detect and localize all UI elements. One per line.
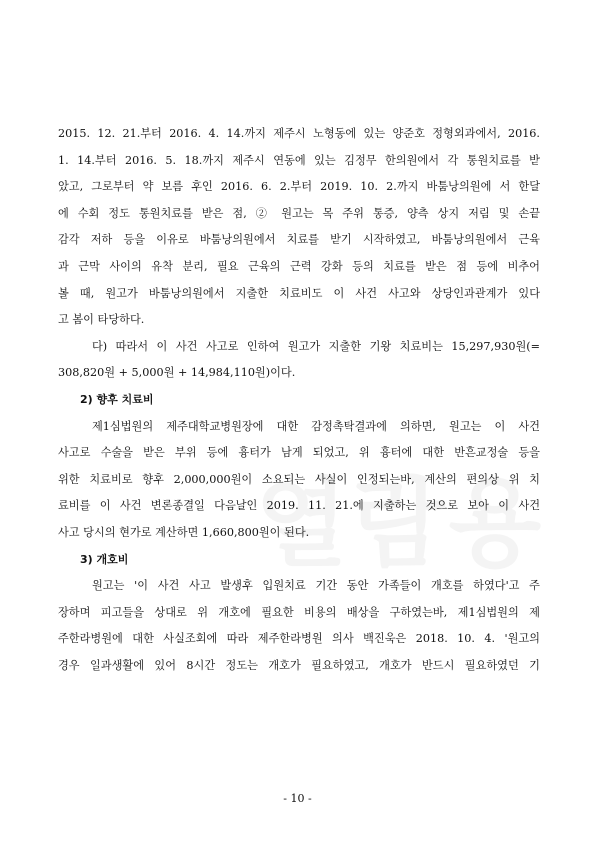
text-line: 2015. 12. 21.부터 2016. 4. 14.까지 제주시 노형동에 있는 양준호 정형외과에서, 2016. — [58, 127, 540, 140]
paragraph-prior-medical-costs-continued — [58, 121, 540, 334]
text-line: 1. 14.부터 2016. 5. 18.까지 제주시 연동에 있는 김정무 한의원에서 각 통원치료를 받 — [58, 153, 540, 167]
text-line: 경우 일과생활에 있어 8시간 정도는 개호가 필요하였고, 개호가 반드시 필요하였던 기 — [58, 658, 540, 672]
text-line: 에 수회 정도 통원치료를 받은 점, ② 원고는 목 주위 통증, 양측 상지 저림 및 손끝 — [58, 206, 540, 220]
paragraph-nursing-costs — [58, 573, 540, 679]
text-line: 볼 때, 원고가 바툼낭의원에서 지출한 치료비도 이 사건 사고와 상당인과관계가 있다 — [58, 286, 540, 300]
text-line: 았고, 그로부터 약 보름 후인 2016. 6. 2.부터 2019. 10. 2.까지 바툼낭의원에 서 한달 — [58, 180, 540, 194]
text-line: 제1심법원의 제주대학교병원장에 대한 감정촉탁결과에 의하면, 원고는 이 사건 — [92, 419, 540, 433]
text-line: 위한 치료비로 향후 2,000,000원이 소요되는 사실이 인정되는바, 계산의 편의상 위 치 — [58, 472, 540, 486]
text-line: 사고 당시의 현가로 계산하면 1,660,800원이 된다. — [58, 525, 310, 539]
text-line: 사고로 수술을 받은 부위 등에 흉터가 남게 되었고, 위 흉터에 대한 반흔교정술 등을 — [58, 446, 540, 460]
text-line: 308,820원 + 5,000원 + 14,984,110원)이다. — [58, 366, 296, 380]
text-line: 주한라병원에 대한 사실조회에 따라 제주한라병원 의사 백진욱은 2018. 10. 4. '원고의 — [58, 632, 540, 646]
document-body — [58, 121, 540, 679]
section-heading-future-medical-costs: 2) 향후 치료비 — [80, 392, 154, 406]
text-line: 다) 따라서 이 사건 사고로 인하여 원고가 지출한 기왕 치료비는 15,297,930원(= — [92, 339, 540, 353]
text-line: 장하며 피고들을 상대로 위 개호에 필요한 비용의 배상을 구하였는바, 제1심법원의 제 — [58, 605, 540, 619]
paragraph-future-medical-costs — [58, 414, 540, 547]
text-line: 료비를 이 사건 변론종결일 다음날인 2019. 11. 21.에 지출하는 것으로 보아 이 사건 — [58, 499, 540, 513]
paragraph-prior-medical-costs-total — [58, 334, 540, 387]
text-line: 과 근막 사이의 유착 분리, 필요 근육의 근력 강화 등의 치료를 받은 점 등에 비추어 — [58, 259, 540, 273]
section-heading-nursing-costs: 3) 개호비 — [80, 552, 129, 566]
text-line: 고 봄이 타당하다. — [58, 313, 145, 327]
text-line: 원고는 '이 사건 사고 발생후 입원치료 기간 동안 가족들이 개호를 하였다'고 주 — [92, 579, 540, 593]
page-number: - 10 - — [283, 792, 312, 805]
text-line: 감각 저하 등을 이유로 바툼낭의원에서 치료를 받기 시작하였고, 바툼낭의원에서 근육 — [58, 233, 540, 247]
